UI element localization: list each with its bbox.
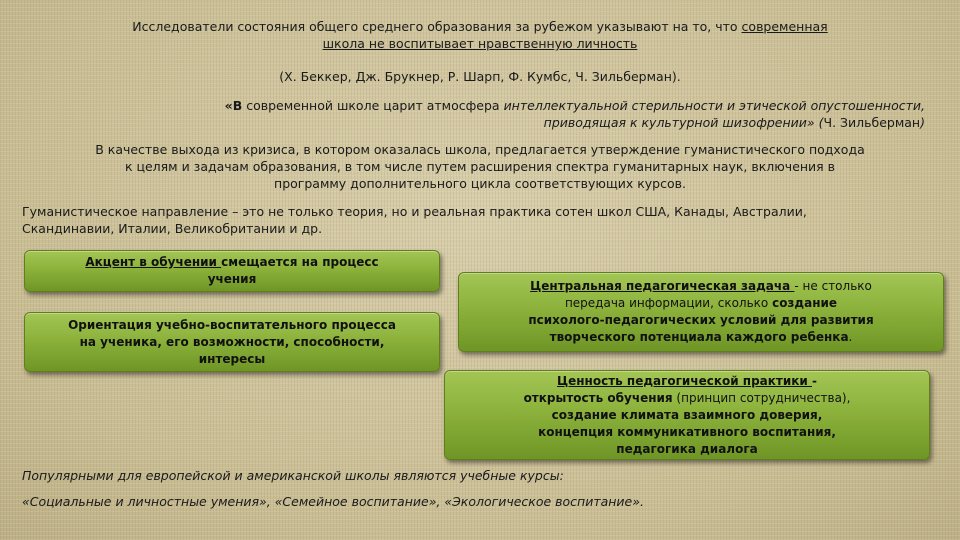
intro-text: Исследователи состояния общего среднего образования за рубежом указывают на то, что <box>132 19 742 34</box>
humanist-line-1: Гуманистическое направление – это не только теория, но и реальная практика сотен школ США, Канады, Австралии, <box>22 204 807 219</box>
intro-highlight-1: современная <box>741 19 828 34</box>
value-rest: - <box>812 373 817 388</box>
solution-line-3: программу дополнительного цикла соответствующих курсов. <box>274 176 686 191</box>
solution-line-2: к целям и задачам образования, в том числе путем расширения спектра гуманитарных наук, включения в <box>124 159 836 174</box>
central-line-4-end: . <box>848 330 853 344</box>
value-line-4: концепция коммуникативного воспитания, <box>538 424 836 439</box>
value-line-2-bold: открытость обучения <box>523 390 673 405</box>
accent-box <box>24 250 440 292</box>
humanist-paragraph <box>22 203 942 237</box>
value-line-2-normal: (принцип сотрудничества), <box>672 390 851 405</box>
quote-close: ) <box>920 115 925 130</box>
orientation-line-2: на ученика, его возможности, способности, <box>79 334 385 349</box>
footer-line-1: Популярными для европейской и американской школы являются учебные курсы: <box>22 468 564 483</box>
value-line-5: педагогика диалога <box>616 441 758 456</box>
orientation-line-1: Ориентация учебно-воспитательного процесса <box>68 317 396 332</box>
orientation-line-3: интересы <box>198 351 266 366</box>
quote-open: «В <box>224 98 243 113</box>
footer-line-2: «Социальные и личностные умения», «Семейное воспитание», «Экологическое воспитание». <box>22 494 644 509</box>
solution-line-1: В качестве выхода из кризиса, в котором оказалась школа, предлагается утверждение гуманистического подхода <box>95 142 865 157</box>
value-underlined: Ценность педагогической практики <box>556 373 813 388</box>
humanist-line-2: Скандинавии, Италии, Великобритании и др. <box>22 221 323 236</box>
value-line-3: создание климата взаимного доверия, <box>551 407 823 422</box>
central-line-4-bold: творческого потенциала каждого ребенка <box>549 330 849 344</box>
quote-italic-2: приводящая к культурной шизофрении» ( <box>543 115 824 130</box>
accent-line-2: учения <box>207 272 257 286</box>
practice-value-box <box>444 370 930 460</box>
central-underlined: Центральная педагогическая задача <box>530 279 795 293</box>
solution-paragraph <box>15 141 945 192</box>
quote-normal: современной школе царит атмосфера <box>242 98 504 113</box>
quote-line-2 <box>40 114 925 131</box>
central-line-2-bold: создание <box>772 296 838 310</box>
quote-author: Ч. Зильберман <box>823 115 921 130</box>
central-line-2-normal: передача информации, сколько <box>564 296 773 310</box>
central-rest: - не столько <box>794 279 872 293</box>
orientation-box <box>24 312 440 372</box>
quote-block <box>40 97 925 131</box>
accent-rest: смещается на процесс <box>221 255 379 269</box>
intro-highlight-2: школа не воспитывает нравственную личность <box>322 36 638 51</box>
quote-line-1 <box>40 97 925 114</box>
central-task-box <box>458 272 944 352</box>
intro-paragraph <box>30 18 930 52</box>
central-line-3: психолого-педагогических условий для развития <box>528 313 874 327</box>
authors-line: (Х. Беккер, Дж. Брукнер, Р. Шарп, Ф. Кумбс, Ч. Зильберман). <box>279 69 681 84</box>
quote-italic-1: интеллектуальной стерильности и этической опустошенности, <box>503 98 925 113</box>
accent-underlined: Акцент в обучении <box>85 255 222 269</box>
intro-line-1 <box>30 18 930 35</box>
